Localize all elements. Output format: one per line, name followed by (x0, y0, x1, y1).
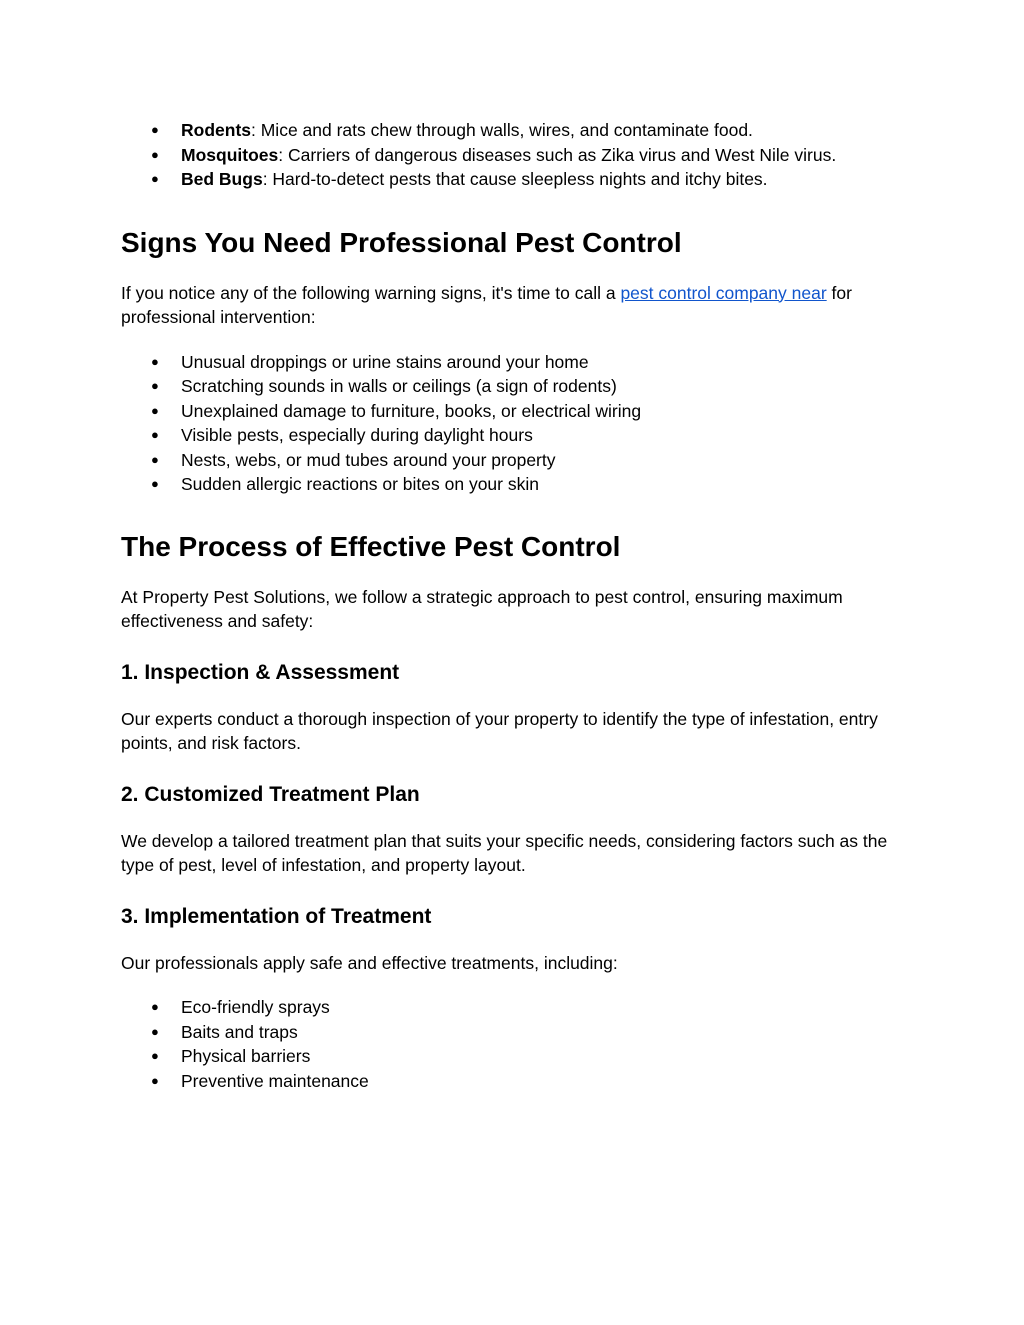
bullet-icon: ● (151, 427, 159, 442)
list-item (121, 1069, 911, 1094)
list-item-text: Visible pests, especially during daylight hours (181, 425, 533, 445)
list-item-text: Sudden allergic reactions or bites on your skin (181, 474, 539, 494)
step-text: We develop a tailored treatment plan that suits your specific needs, considering factors such as the type of pest, level of infestation, and property layout. (121, 830, 888, 875)
pest-name: Rodents (181, 120, 251, 140)
bullet-icon: ● (151, 999, 159, 1014)
pest-control-link[interactable]: pest control company near (620, 282, 827, 303)
step-heading: 3. Implementation of Treatment (121, 904, 432, 928)
bullet-icon: ● (151, 1072, 159, 1088)
bullet-icon: ● (151, 476, 159, 491)
list-item (121, 374, 911, 399)
step-text: Our experts conduct a thorough inspection of your property to identify the type of infestation, entry points, and risk factors. (121, 708, 878, 753)
bullet-icon: ● (151, 378, 159, 393)
pest-description: : Mice and rats chew through walls, wires, and contaminate food. (251, 120, 753, 140)
pest-types-list (121, 118, 911, 192)
list-item (121, 1020, 911, 1045)
pest-name: Mosquitoes (181, 144, 279, 165)
process-intro: At Property Pest Solutions, we follow a strategic approach to pest control, ensuring maximum effectiveness and safety: (121, 586, 843, 631)
list-item (121, 448, 911, 473)
list-item-text: Scratching sounds in walls or ceilings (a sign of rodents) (181, 376, 617, 396)
pest-description: : Carriers of dangerous diseases such as Zika virus and West Nile virus. (278, 144, 837, 165)
list-item-text: Nests, webs, or mud tubes around your property (181, 449, 556, 470)
bullet-icon: ● (151, 451, 159, 467)
step-heading: 1. Inspection & Assessment (121, 660, 400, 684)
bullet-icon: ● (151, 1048, 159, 1063)
list-item (121, 143, 911, 168)
pest-description: : Hard-to-detect pests that cause sleepless nights and itchy bites. (262, 169, 768, 189)
signs-intro-text-end: for professional intervention: (121, 282, 852, 327)
treatments-list (121, 995, 911, 1093)
list-item-text: Baits and traps (181, 1021, 298, 1042)
list-item-text: Unusual droppings or urine stains around your home (181, 351, 589, 372)
list-item (121, 118, 911, 143)
warning-signs-list (121, 350, 911, 497)
list-item (121, 995, 911, 1020)
bullet-icon: ● (151, 353, 159, 369)
list-item (121, 423, 911, 448)
bullet-icon: ● (151, 122, 159, 137)
bullet-icon: ● (151, 146, 159, 162)
list-item-text: Eco-friendly sprays (181, 997, 330, 1017)
bullet-icon: ● (151, 171, 159, 186)
signs-intro-text: If you notice any of the following warning signs, it's time to call a (121, 282, 621, 303)
list-item (121, 1044, 911, 1069)
list-item (121, 399, 911, 424)
list-item-text: Preventive maintenance (181, 1070, 369, 1091)
bullet-icon: ● (151, 402, 159, 418)
process-heading: The Process of Effective Pest Control (121, 530, 621, 562)
step-text: Our professionals apply safe and effective treatments, including: (121, 952, 618, 973)
step-heading: 2. Customized Treatment Plan (121, 782, 420, 806)
bullet-icon: ● (151, 1023, 159, 1039)
pest-name: Bed Bugs (181, 169, 263, 189)
document-page (121, 118, 911, 1093)
signs-heading: Signs You Need Professional Pest Control (121, 226, 682, 258)
list-item (121, 167, 911, 192)
list-item (121, 472, 911, 497)
list-item-text: Unexplained damage to furniture, books, or electrical wiring (181, 400, 642, 421)
list-item-text: Physical barriers (181, 1046, 311, 1066)
list-item (121, 350, 911, 375)
signs-intro (121, 281, 911, 330)
